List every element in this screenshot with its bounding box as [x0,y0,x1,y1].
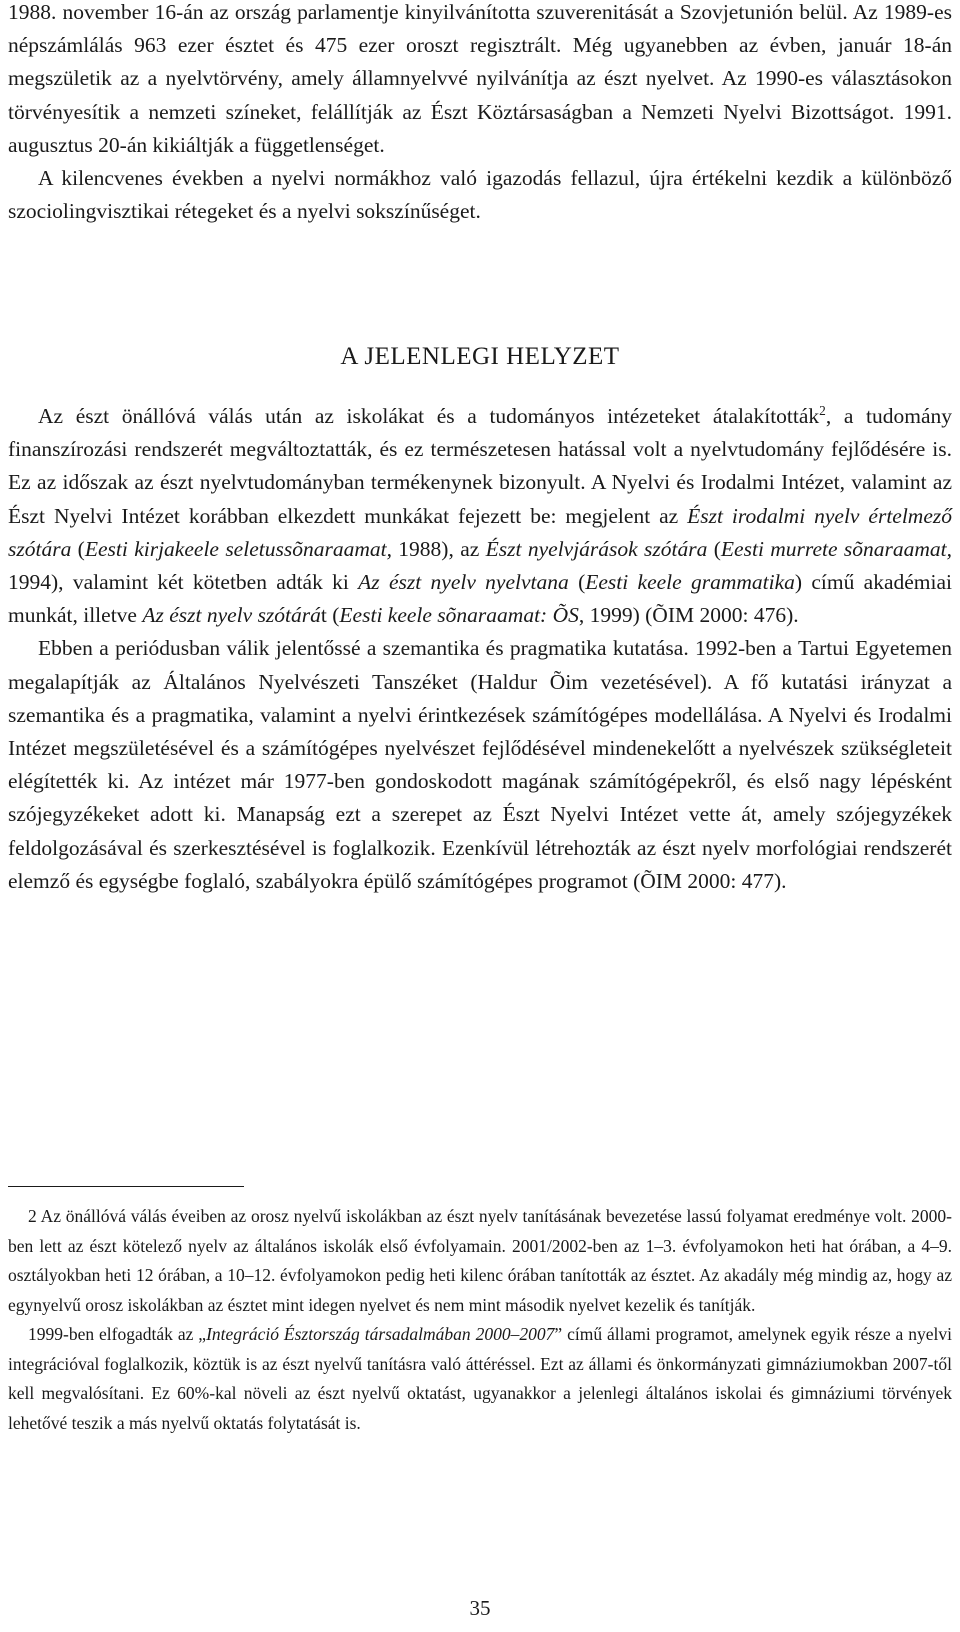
book-title: Észt irodalmi nyelv értelmező szótára [8,503,952,561]
footnote [8,1202,952,1438]
text-run: Az önállóvá válás éveiben az orosz nyelvű iskolákban az észt nyelv tanításának bevezetése lassú folyamat eredménye volt. 2000-ben lett az észt kötelező nyelv az általános iskolák első évfolyamain. 2001/2002-ben az 1–3. évfolyamokon heti hat órában, a 4–9. osztályokban heti 12 órában, a 10–12. évfolyamokon pedig heti kilenc órában tanították az észtet. Az akadály még mindig az, hogy az egynyelvű orosz iskolákban az észtet mint idegen nyelvet és nem mint második nyelvet kezelik és tanítják. [8,1206,952,1315]
footnote-marker: 2 [28,1206,37,1226]
text-run: 1999-ben elfogadták az „ [28,1324,207,1344]
book-title: Eesti kirjakeele seletussõnaraamat, [84,536,392,561]
text-run: ) című akadémiai munkát, illetve [8,570,952,628]
book-title: Eesti keele sõnaraamat: ÕS [339,603,579,628]
book-title: Eesti keele grammatika [585,570,795,595]
book-title: Eesti murrete sõnaraamat, [720,536,953,561]
intro-text-block [8,0,952,228]
text-run: t ( [320,603,340,628]
intro-paragraph: A kilencvenes években a nyelvi normákhoz való igazodás fellazul, újra értékelni kezdik a különböző szociolingvisztikai rétegeket és a nyelvi sokszínűséget. [8,166,952,224]
text-run: 1988), az [391,536,486,561]
footnote-reference: 2 [819,403,826,419]
program-title: Integráció Észtország társadalmában 2000–2007 [206,1324,555,1344]
book-title: Észt nyelvjárások szótára [485,536,708,561]
section-heading: A JELENLEGI HELYZET [340,343,620,370]
text-run: ( [71,536,85,561]
text-run: ( [707,536,721,561]
page-number: 35 [469,1596,491,1620]
text-run: , a tudomány finanszírozási rendszerét megváltoztatták, és ez természetesen hatással volt a nyelvtudomány fejlődésére is. Ez az időszak az észt nyelvtudományban termékenynek bizonyult. A Nyelvi és Irodalmi Intézet, valamint az Észt Nyelvi Intézet korábban elkezdett munkákat fejezett be: megjelent az [8,404,952,528]
book-title: Az észt nyelv szótárá [142,603,321,628]
body-paragraph [8,400,952,632]
intro-paragraph: 1988. november 16-án az ország parlamentje kinyilvánította szuverenitását a Szovjetunión belül. Az 1989-es népszámlálás 963 ezer észtet és 475 ezer oroszt regisztrált. Még ugyanebben az évben, január 18-án megszületik az a nyelvtörvény, amely államnyelvvé nyilvánítja az észt nyelvet. Az 1990-es választásokon törvényesítik a nemzeti színeket, felállítják az Észt Köztársaságban a Nemzeti Nyelvi Bizottságot. 1991. augusztus 20-án kikiáltják a függetlenséget. [8,0,952,157]
main-text-block [8,400,952,898]
footnote-separator [8,1186,244,1187]
body-paragraph: Ebben a periódusban válik jelentőssé a szemantika és pragmatika kutatása. 1992-ben a Tartui Egyetemen megalapítják az Általános Nyelvészeti Tanszéket (Haldur Õim vezetésével). A fő kutatási irányzat a szemantika és a pragmatika, valamint a nyelvi érintkezések számítógépes modellálása. A Nyelvi és Irodalmi Intézet megszületésével és a számítógépes nyelvészet fejlődésével mindenekelőtt a nyelvészek szükségleteit elégítették ki. Az intézet már 1977-ben gondoskodott magának számítógépekről, és első nagy lépésként szójegyzékeket adott ki. Manapság ezt a szerepet az Észt Nyelvi Intézet vette át, amely szójegyzékek feldolgozásával és szerkesztésével is foglalkozik. Ezenkívül létrehozták az észt nyelv morfológiai rendszerét elemző és egységbe foglaló, szabályokra épülő számítógépes programot (ÕIM 2000: 477). [8,636,952,893]
text-run: 1994), valamint két kötetben adták ki [8,570,359,595]
text-run: Az észt önállóvá válás után az iskolákat és a tudományos intézeteket átalakították [38,404,820,428]
text-run: ” című állami programot, amelynek egyik része a nyelvi integrációval foglalkozik, köztük is az észt nyelvű tanításra való áttéréssel. Ezt az állami és önkormányzati gimnáziumokban 2007-től kell megvalósítani. Ez 60%-kal növeli az észt nyelvű oktatást, ugyanakkor a jelenlegi általános iskolai és gimnáziumi törvények lehetővé teszik a más nyelvű oktatás folytatását is. [8,1324,952,1433]
text-run: ( [568,570,586,595]
footnote-paragraph [8,1320,952,1438]
footnote-paragraph [8,1202,952,1320]
text-run: , 1999) (ÕIM 2000: 476). [578,603,799,628]
book-title: Az észt nyelv nyelvtana [358,570,569,595]
